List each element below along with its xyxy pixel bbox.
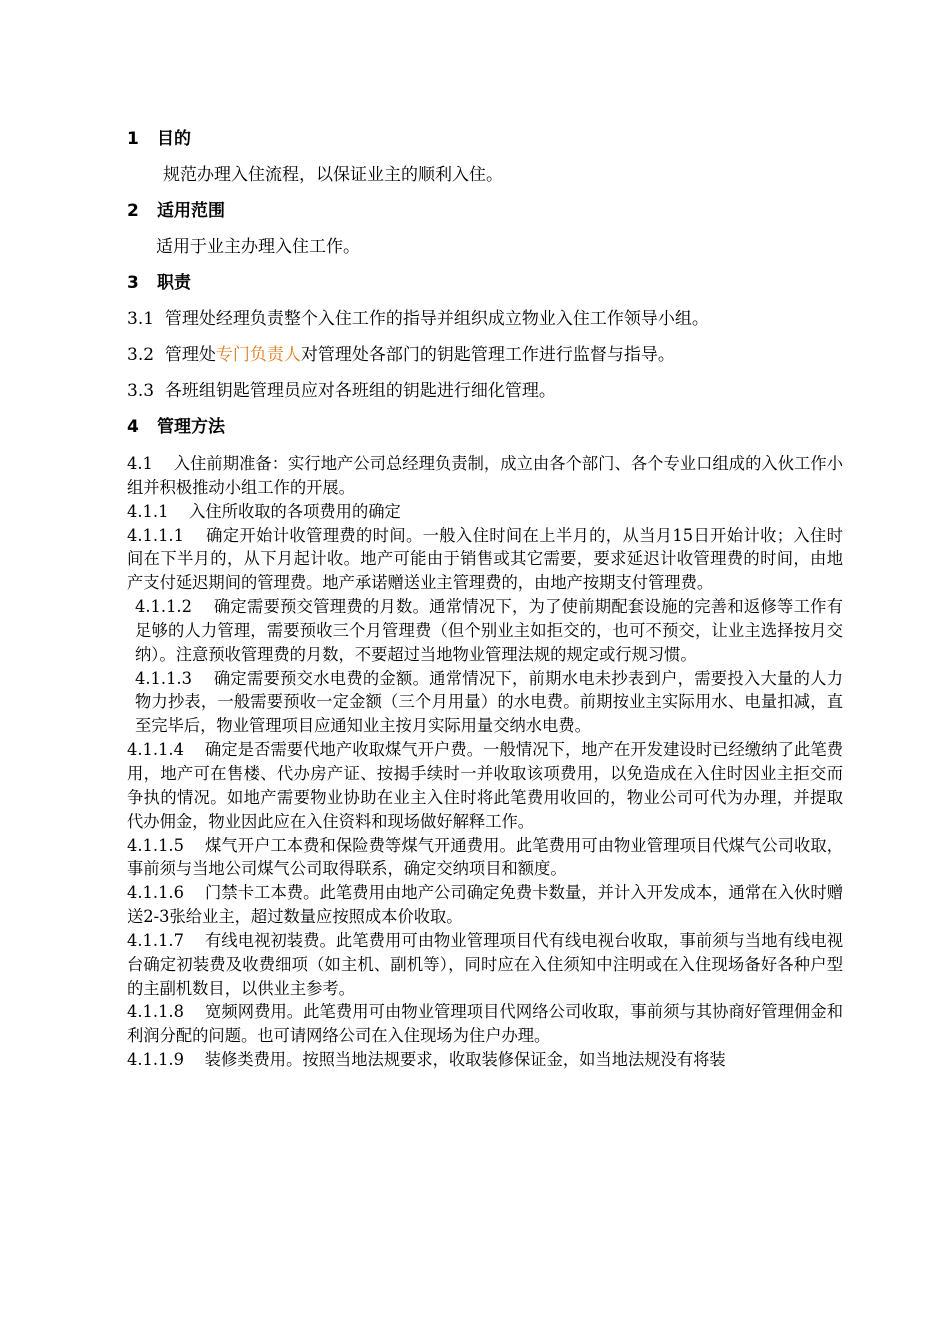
- item-text-prefix: 管理处: [164, 345, 216, 365]
- clause-paragraph: [127, 595, 843, 667]
- clause-paragraph: [127, 524, 843, 596]
- section-text-scope: 适用于业主办理入住工作。: [156, 237, 360, 257]
- highlighted-text: 专门负责人: [215, 345, 301, 365]
- section-title: 适用范围: [157, 201, 225, 221]
- section-number: 1: [127, 129, 139, 149]
- clause-number: 4.1.1.1: [127, 525, 184, 545]
- clause-text: 入住前期准备：实行地产公司总经理负责制，成立由各个部门、各个专业口组成的入伙工作小组并积极推动小组工作的开展。: [127, 454, 843, 497]
- section-number: 3: [127, 273, 139, 293]
- item-number: 3.1: [127, 309, 155, 329]
- section-title: 职责: [157, 273, 191, 293]
- section-title: 目的: [157, 129, 191, 149]
- clause-text: 确定开始计收管理费的时间。一般入住时间在上半月的，从当月15日开始计收；入住时间在下半月的，从下月起计收。地产可能由于销售或其它需要，要求延迟计收管理费的时间，由地产支付延迟期间的管理费。地产承诺赠送业主管理费的，由地产按期支付管理费。: [127, 525, 843, 593]
- clause-paragraph: [127, 500, 843, 524]
- section-heading-methods: [127, 416, 225, 438]
- section-heading-purpose: [127, 128, 191, 150]
- section-title: 管理方法: [157, 417, 225, 437]
- clause-number: 4.1.1.2: [135, 597, 192, 617]
- clause-paragraph: [127, 1072, 843, 1096]
- clause-paragraph: [127, 834, 843, 882]
- clause-paragraph: [127, 738, 843, 833]
- clause-text: 有线电视初装费。此笔费用可由物业管理项目代有线电视台收取，事前须与当地有线电视台确定初装费及收费细项（如主机、副机等），同时应在入住须知中注明或在入住现场备好各种户型的主副机数目，以供业主参考。: [127, 930, 843, 998]
- clause-text: 煤气开户工本费和保险费等煤气开通费用。此笔费用可由物业管理项目代煤气公司收取，事前须与当地公司煤气公司取得联系，确定交纳项目和额度。: [127, 835, 843, 879]
- clause-paragraph: [127, 667, 843, 739]
- section-text-purpose: 规范办理入住流程，以保证业主的顺利入住。: [163, 165, 503, 185]
- item-number: 3.2: [127, 345, 155, 365]
- clause-number: 4.1.1.5: [127, 835, 184, 855]
- clause-number: 4.1.1.6: [127, 883, 184, 903]
- responsibility-item: [127, 344, 675, 366]
- section-number: 2: [127, 201, 139, 221]
- clause-number: 4.1.1.7: [127, 930, 184, 950]
- clause-number: 4.1: [127, 454, 153, 473]
- clause-text: 入住所收取的各项费用的确定: [189, 501, 401, 521]
- clause-text: 装修类费用。按照当地法规要求，收取装修保证金，如当地法规没有将装: [204, 1050, 726, 1070]
- clause-paragraph: [127, 1048, 843, 1072]
- item-text: 各班组钥匙管理员应对各班组的钥匙进行细化管理。: [164, 381, 556, 401]
- clause-text: 确定需要预交管理费的月数。通常情况下，为了使前期配套设施的完善和返修等工作有足够的人力管理，需要预收三个月管理费（但个别业主如拒交的，也可不预交，让业主选择按月交纳）。注意预收管理费的月数，不要超过当地物业管理法规的规定或行规习惯。: [135, 597, 843, 664]
- section-heading-scope: [127, 200, 225, 222]
- clause-paragraph: [127, 452, 843, 500]
- clause-text: 门禁卡工本费。此笔费用由地产公司确定免费卡数量，并计入开发成本，通常在入伙时赠送2-3张给业主，超过数量应按照成本价收取。: [127, 883, 843, 927]
- section-number: 4: [127, 417, 139, 437]
- clause-text: 确定是否需要代地产收取煤气开户费。一般情况下，地产在开发建设时已经缴纳了此笔费用，地产可在售楼、代办房产证、按揭手续时一并收取该项费用，以免造成在入住时因业主拒交而争执的情况。如地产需要物业协助在业主入住时将此笔费用收回的，物业公司可代为办理，并提取代办佣金，物业因此应在入住资料和现场做好解释工作。: [127, 740, 843, 831]
- clause-number: 4.1.1.8: [127, 1002, 184, 1022]
- clause-number: 4.1.1.4: [127, 740, 184, 760]
- clause-number: 4.1.1: [127, 501, 169, 521]
- item-number: 3.3: [127, 381, 155, 401]
- clause-number: 4.1.1.9: [127, 1050, 184, 1070]
- clause-paragraph: [127, 881, 843, 929]
- management-methods-body: [127, 452, 843, 1096]
- responsibility-item: [127, 380, 556, 402]
- item-text-suffix: 对管理处各部门的钥匙管理工作进行监督与指导。: [300, 345, 675, 365]
- section-heading-responsibilities: [127, 272, 191, 294]
- item-text: 管理处经理负责整个入住工作的指导并组织成立物业入住工作领导小组。: [164, 309, 709, 329]
- clause-text: 宽频网费用。此笔费用可由物业管理项目代网络公司收取，事前须与其协商好管理佣金和利润分配的问题。也可请网络公司在入住现场为住户办理。: [127, 1002, 843, 1046]
- clause-number: 4.1.1.3: [135, 668, 192, 688]
- clause-text: 确定需要预交水电费的金额。通常情况下，前期水电未抄表到户，需要投入大量的人力物力抄表，一般需要预收一定金额（三个月用量）的水电费。前期按业主实际用水、电量扣减，直至完毕后，物业管理项目应通知业主按月实际用量交纳水电费。: [135, 668, 843, 736]
- clause-paragraph: [127, 1000, 843, 1048]
- clause-paragraph: [127, 929, 843, 1001]
- responsibility-item: [127, 308, 709, 330]
